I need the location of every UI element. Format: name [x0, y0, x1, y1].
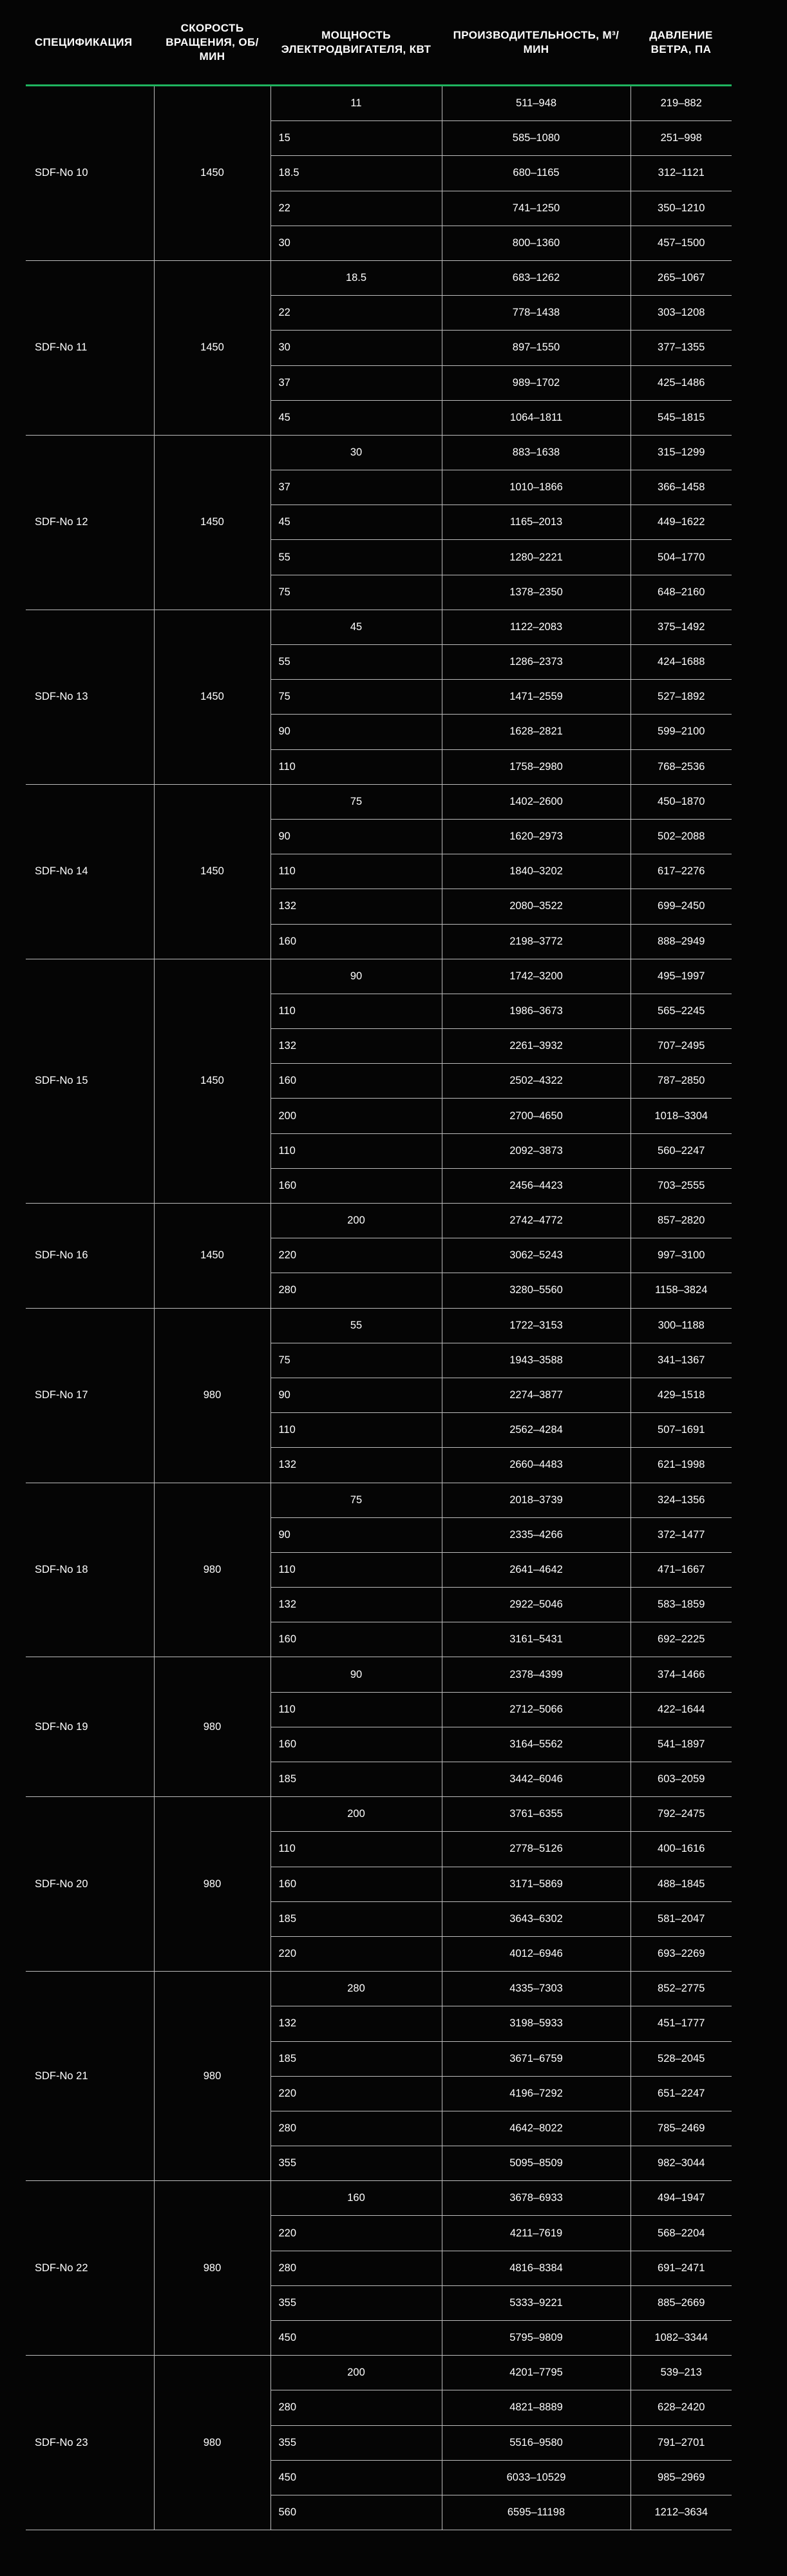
pressure-cell: 791–2701: [631, 2425, 732, 2460]
pressure-cell: 1082–3344: [631, 2321, 732, 2356]
performance-cell: 2018–3739: [442, 1483, 631, 1517]
power-cell: 132: [270, 1029, 442, 1064]
pressure-cell: 400–1616: [631, 1832, 732, 1867]
pressure-cell: 429–1518: [631, 1378, 732, 1412]
performance-cell: 1378–2350: [442, 575, 631, 610]
power-cell: 75: [270, 680, 442, 715]
power-cell: 37: [270, 470, 442, 505]
power-cell: 30: [270, 435, 442, 470]
pressure-cell: 787–2850: [631, 1064, 732, 1099]
speed-cell: 980: [154, 1308, 270, 1483]
pressure-cell: 265–1067: [631, 260, 732, 295]
power-cell: 220: [270, 1238, 442, 1273]
power-cell: 185: [270, 1762, 442, 1797]
power-cell: 355: [270, 2425, 442, 2460]
power-cell: 90: [270, 1657, 442, 1692]
performance-cell: 4335–7303: [442, 1972, 631, 2006]
pressure-cell: 699–2450: [631, 889, 732, 924]
power-cell: 132: [270, 2006, 442, 2041]
pressure-cell: 985–2969: [631, 2460, 732, 2495]
performance-cell: 1840–3202: [442, 854, 631, 889]
performance-cell: 6033–10529: [442, 2460, 631, 2495]
performance-cell: 4642–8022: [442, 2111, 631, 2146]
power-cell: 75: [270, 784, 442, 819]
pressure-cell: 366–1458: [631, 470, 732, 505]
performance-cell: 2712–5066: [442, 1692, 631, 1727]
power-cell: 160: [270, 1064, 442, 1099]
pressure-cell: 648–2160: [631, 575, 732, 610]
pressure-cell: 504–1770: [631, 540, 732, 575]
performance-cell: 2456–4423: [442, 1168, 631, 1203]
power-cell: 22: [270, 191, 442, 226]
power-cell: 22: [270, 296, 442, 331]
pressure-cell: 565–2245: [631, 994, 732, 1028]
pressure-cell: 488–1845: [631, 1867, 732, 1901]
power-cell: 90: [270, 819, 442, 854]
power-cell: 220: [270, 2076, 442, 2111]
pressure-cell: 691–2471: [631, 2251, 732, 2285]
power-cell: 75: [270, 1483, 442, 1517]
speed-cell: 980: [154, 1483, 270, 1657]
table-row: [26, 784, 732, 819]
performance-cell: 5095–8509: [442, 2146, 631, 2181]
pressure-cell: 494–1947: [631, 2181, 732, 2216]
pressure-cell: 852–2775: [631, 1972, 732, 2006]
performance-cell: 3161–5431: [442, 1622, 631, 1657]
performance-cell: 5516–9580: [442, 2425, 631, 2460]
performance-cell: 4012–6946: [442, 1936, 631, 1971]
performance-cell: 2641–4642: [442, 1552, 631, 1587]
performance-cell: 741–1250: [442, 191, 631, 226]
pressure-cell: 528–2045: [631, 2041, 732, 2076]
pressure-cell: 888–2949: [631, 924, 732, 959]
power-cell: 110: [270, 1413, 442, 1448]
performance-cell: 683–1262: [442, 260, 631, 295]
performance-cell: 1986–3673: [442, 994, 631, 1028]
power-cell: 200: [270, 1099, 442, 1133]
performance-cell: 2274–3877: [442, 1378, 631, 1412]
model-cell: SDF-No 23: [26, 2356, 154, 2530]
performance-cell: 2778–5126: [442, 1832, 631, 1867]
performance-cell: 3164–5562: [442, 1727, 631, 1762]
power-cell: 160: [270, 1622, 442, 1657]
performance-cell: 1742–3200: [442, 959, 631, 994]
performance-cell: 2092–3873: [442, 1133, 631, 1168]
table-body: [26, 86, 732, 2530]
pressure-cell: 374–1466: [631, 1657, 732, 1692]
pressure-cell: 350–1210: [631, 191, 732, 226]
performance-cell: 2261–3932: [442, 1029, 631, 1064]
pressure-cell: 422–1644: [631, 1692, 732, 1727]
speed-cell: 1450: [154, 1204, 270, 1309]
performance-cell: 3643–6302: [442, 1901, 631, 1936]
table-row: [26, 959, 732, 994]
performance-cell: 3671–6759: [442, 2041, 631, 2076]
performance-cell: 1064–1811: [442, 400, 631, 435]
header-power: МОЩНОСТЬ ЭЛЕКТРОДВИГАТЕЛЯ, КВТ: [270, 0, 442, 86]
pressure-cell: 451–1777: [631, 2006, 732, 2041]
pressure-cell: 997–3100: [631, 1238, 732, 1273]
table-row: [26, 1797, 732, 1832]
power-cell: 355: [270, 2285, 442, 2320]
pressure-cell: 425–1486: [631, 365, 732, 400]
performance-cell: 2742–4772: [442, 1204, 631, 1238]
performance-cell: 3761–6355: [442, 1797, 631, 1832]
table-row: [26, 86, 732, 121]
performance-cell: 6595–11198: [442, 2495, 631, 2530]
pressure-cell: 539–213: [631, 2356, 732, 2390]
performance-cell: 1722–3153: [442, 1308, 631, 1343]
performance-cell: 1620–2973: [442, 819, 631, 854]
pressure-cell: 885–2669: [631, 2285, 732, 2320]
performance-cell: 3280–5560: [442, 1273, 631, 1308]
power-cell: 160: [270, 2181, 442, 2216]
model-cell: SDF-No 10: [26, 86, 154, 261]
table-row: [26, 2356, 732, 2390]
table-row: [26, 260, 732, 295]
power-cell: 450: [270, 2321, 442, 2356]
speed-cell: 1450: [154, 260, 270, 435]
pressure-cell: 303–1208: [631, 296, 732, 331]
power-cell: 160: [270, 924, 442, 959]
speed-cell: 1450: [154, 435, 270, 610]
pressure-cell: 251–998: [631, 121, 732, 156]
table-header: [26, 0, 732, 86]
speed-cell: 980: [154, 1797, 270, 1972]
power-cell: 90: [270, 1378, 442, 1412]
performance-cell: 3678–6933: [442, 2181, 631, 2216]
pressure-cell: 450–1870: [631, 784, 732, 819]
power-cell: 220: [270, 1936, 442, 1971]
power-cell: 37: [270, 365, 442, 400]
power-cell: 280: [270, 1273, 442, 1308]
power-cell: 560: [270, 2495, 442, 2530]
performance-cell: 4816–8384: [442, 2251, 631, 2285]
power-cell: 55: [270, 540, 442, 575]
model-cell: SDF-No 22: [26, 2181, 154, 2356]
pressure-cell: 792–2475: [631, 1797, 732, 1832]
performance-cell: 4211–7619: [442, 2216, 631, 2251]
pressure-cell: 377–1355: [631, 331, 732, 365]
pressure-cell: 568–2204: [631, 2216, 732, 2251]
performance-cell: 2700–4650: [442, 1099, 631, 1133]
power-cell: 110: [270, 854, 442, 889]
performance-cell: 2335–4266: [442, 1517, 631, 1552]
pressure-cell: 693–2269: [631, 1936, 732, 1971]
performance-cell: 1280–2221: [442, 540, 631, 575]
performance-cell: 680–1165: [442, 156, 631, 191]
power-cell: 45: [270, 400, 442, 435]
speed-cell: 1450: [154, 784, 270, 959]
performance-cell: 2080–3522: [442, 889, 631, 924]
pressure-cell: 651–2247: [631, 2076, 732, 2111]
performance-cell: 585–1080: [442, 121, 631, 156]
power-cell: 185: [270, 1901, 442, 1936]
power-cell: 90: [270, 959, 442, 994]
performance-cell: 2562–4284: [442, 1413, 631, 1448]
speed-cell: 980: [154, 2356, 270, 2530]
pressure-cell: 583–1859: [631, 1588, 732, 1622]
table-row: [26, 610, 732, 644]
table-row: [26, 2181, 732, 2216]
pressure-cell: 703–2555: [631, 1168, 732, 1203]
pressure-cell: 324–1356: [631, 1483, 732, 1517]
pressure-cell: 768–2536: [631, 749, 732, 784]
model-cell: SDF-No 20: [26, 1797, 154, 1972]
power-cell: 220: [270, 2216, 442, 2251]
power-cell: 160: [270, 1168, 442, 1203]
model-cell: SDF-No 11: [26, 260, 154, 435]
power-cell: 200: [270, 1797, 442, 1832]
power-cell: 15: [270, 121, 442, 156]
speed-cell: 1450: [154, 610, 270, 784]
performance-cell: 3062–5243: [442, 1238, 631, 1273]
performance-cell: 1943–3588: [442, 1343, 631, 1378]
power-cell: 200: [270, 2356, 442, 2390]
power-cell: 75: [270, 1343, 442, 1378]
power-cell: 90: [270, 715, 442, 749]
model-cell: SDF-No 21: [26, 1972, 154, 2181]
speed-cell: 1450: [154, 959, 270, 1203]
power-cell: 185: [270, 2041, 442, 2076]
pressure-cell: 628–2420: [631, 2390, 732, 2425]
performance-cell: 3198–5933: [442, 2006, 631, 2041]
performance-cell: 4196–7292: [442, 2076, 631, 2111]
pressure-cell: 312–1121: [631, 156, 732, 191]
pressure-cell: 527–1892: [631, 680, 732, 715]
pressure-cell: 1158–3824: [631, 1273, 732, 1308]
pressure-cell: 541–1897: [631, 1727, 732, 1762]
speed-cell: 1450: [154, 86, 270, 261]
performance-cell: 2378–4399: [442, 1657, 631, 1692]
performance-cell: 2198–3772: [442, 924, 631, 959]
pressure-cell: 502–2088: [631, 819, 732, 854]
pressure-cell: 507–1691: [631, 1413, 732, 1448]
power-cell: 110: [270, 994, 442, 1028]
performance-cell: 883–1638: [442, 435, 631, 470]
power-cell: 45: [270, 505, 442, 540]
power-cell: 55: [270, 645, 442, 680]
performance-cell: 4201–7795: [442, 2356, 631, 2390]
pressure-cell: 857–2820: [631, 1204, 732, 1238]
power-cell: 75: [270, 575, 442, 610]
power-cell: 45: [270, 610, 442, 644]
power-cell: 280: [270, 2251, 442, 2285]
power-cell: 280: [270, 2390, 442, 2425]
model-cell: SDF-No 19: [26, 1657, 154, 1797]
speed-cell: 980: [154, 2181, 270, 2356]
performance-cell: 1122–2083: [442, 610, 631, 644]
model-cell: SDF-No 13: [26, 610, 154, 784]
table-row: [26, 1483, 732, 1517]
pressure-cell: 300–1188: [631, 1308, 732, 1343]
performance-cell: 511–948: [442, 86, 631, 121]
performance-cell: 1010–1866: [442, 470, 631, 505]
performance-cell: 2502–4322: [442, 1064, 631, 1099]
model-cell: SDF-No 18: [26, 1483, 154, 1657]
pressure-cell: 372–1477: [631, 1517, 732, 1552]
power-cell: 110: [270, 1552, 442, 1587]
power-cell: 132: [270, 1588, 442, 1622]
power-cell: 90: [270, 1517, 442, 1552]
pressure-cell: 617–2276: [631, 854, 732, 889]
pressure-cell: 495–1997: [631, 959, 732, 994]
table-row: [26, 1204, 732, 1238]
pressure-cell: 707–2495: [631, 1029, 732, 1064]
table-row: [26, 1308, 732, 1343]
pressure-cell: 603–2059: [631, 1762, 732, 1797]
performance-cell: 778–1438: [442, 296, 631, 331]
power-cell: 110: [270, 1133, 442, 1168]
model-cell: SDF-No 14: [26, 784, 154, 959]
table-row: [26, 435, 732, 470]
power-cell: 280: [270, 2111, 442, 2146]
power-cell: 110: [270, 749, 442, 784]
performance-cell: 897–1550: [442, 331, 631, 365]
power-cell: 160: [270, 1727, 442, 1762]
power-cell: 18.5: [270, 156, 442, 191]
pressure-cell: 560–2247: [631, 1133, 732, 1168]
performance-cell: 1165–2013: [442, 505, 631, 540]
power-cell: 18.5: [270, 260, 442, 295]
header-pressure: ДАВЛЕНИЕ ВЕТРА, ПА: [631, 0, 732, 86]
power-cell: 110: [270, 1832, 442, 1867]
model-cell: SDF-No 12: [26, 435, 154, 610]
power-cell: 11: [270, 86, 442, 121]
model-cell: SDF-No 15: [26, 959, 154, 1203]
pressure-cell: 982–3044: [631, 2146, 732, 2181]
performance-cell: 2660–4483: [442, 1448, 631, 1483]
pressure-cell: 785–2469: [631, 2111, 732, 2146]
pressure-cell: 341–1367: [631, 1343, 732, 1378]
pressure-cell: 449–1622: [631, 505, 732, 540]
performance-cell: 1402–2600: [442, 784, 631, 819]
power-cell: 450: [270, 2460, 442, 2495]
power-cell: 110: [270, 1692, 442, 1727]
table-row: [26, 1972, 732, 2006]
performance-cell: 800–1360: [442, 226, 631, 260]
performance-cell: 4821–8889: [442, 2390, 631, 2425]
pressure-cell: 599–2100: [631, 715, 732, 749]
power-cell: 160: [270, 1867, 442, 1901]
pressure-cell: 219–882: [631, 86, 732, 121]
power-cell: 132: [270, 889, 442, 924]
pressure-cell: 424–1688: [631, 645, 732, 680]
pressure-cell: 457–1500: [631, 226, 732, 260]
pressure-cell: 1018–3304: [631, 1099, 732, 1133]
performance-cell: 5333–9221: [442, 2285, 631, 2320]
pressure-cell: 375–1492: [631, 610, 732, 644]
power-cell: 30: [270, 226, 442, 260]
pressure-cell: 621–1998: [631, 1448, 732, 1483]
header-speed: СКОРОСТЬ ВРАЩЕНИЯ, ОБ/МИН: [154, 0, 270, 86]
speed-cell: 980: [154, 1972, 270, 2181]
performance-cell: 2922–5046: [442, 1588, 631, 1622]
power-cell: 280: [270, 1972, 442, 2006]
performance-cell: 3442–6046: [442, 1762, 631, 1797]
power-cell: 132: [270, 1448, 442, 1483]
power-cell: 55: [270, 1308, 442, 1343]
pressure-cell: 1212–3634: [631, 2495, 732, 2530]
pressure-cell: 545–1815: [631, 400, 732, 435]
performance-cell: 3171–5869: [442, 1867, 631, 1901]
fan-specification-table: [26, 0, 732, 2530]
performance-cell: 1471–2559: [442, 680, 631, 715]
power-cell: 30: [270, 331, 442, 365]
model-cell: SDF-No 17: [26, 1308, 154, 1483]
model-cell: SDF-No 16: [26, 1204, 154, 1309]
pressure-cell: 692–2225: [631, 1622, 732, 1657]
performance-cell: 5795–9809: [442, 2321, 631, 2356]
header-model: СПЕЦИФИКАЦИЯ: [26, 0, 154, 86]
table-row: [26, 1657, 732, 1692]
power-cell: 355: [270, 2146, 442, 2181]
speed-cell: 980: [154, 1657, 270, 1797]
header-row: [26, 0, 732, 86]
power-cell: 200: [270, 1204, 442, 1238]
performance-cell: 1758–2980: [442, 749, 631, 784]
performance-cell: 1628–2821: [442, 715, 631, 749]
pressure-cell: 471–1667: [631, 1552, 732, 1587]
pressure-cell: 581–2047: [631, 1901, 732, 1936]
performance-cell: 989–1702: [442, 365, 631, 400]
performance-cell: 1286–2373: [442, 645, 631, 680]
pressure-cell: 315–1299: [631, 435, 732, 470]
header-performance: ПРОИЗВОДИТЕЛЬНОСТЬ, М³/МИН: [442, 0, 631, 86]
